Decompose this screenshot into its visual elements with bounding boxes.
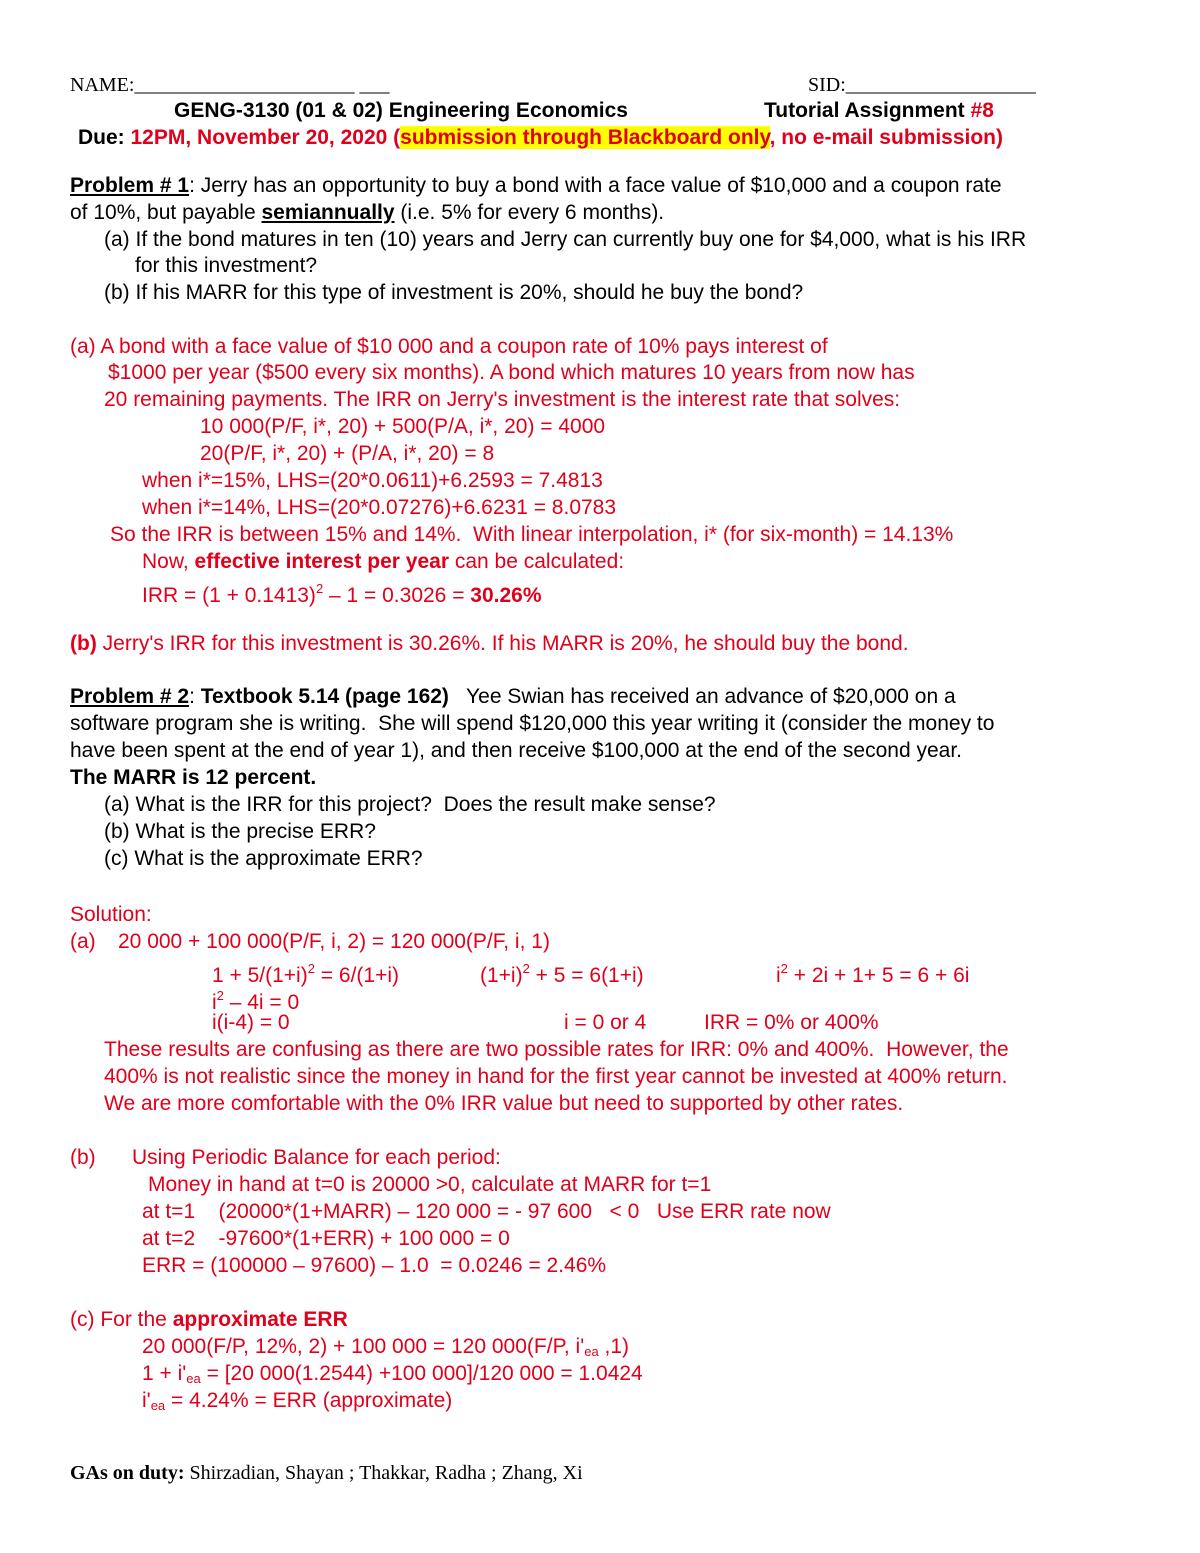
p2-solution-heading: Solution: — [70, 903, 152, 926]
p2-b-line: Money in hand at t=0 is 20000 >0, calculate at MARR for t=1 — [148, 1173, 712, 1196]
p2-explanation: 400% is not realistic since the money in hand for the first year cannot be invested at 400% return. — [104, 1065, 1008, 1088]
problem2-marr: The MARR is 12 percent. — [70, 766, 317, 789]
p2-b-line: at t=2 -97600*(1+ERR) + 100 000 = 0 — [142, 1227, 510, 1250]
semiannually-emphasis: semiannually — [261, 201, 395, 224]
sid-blank: ___________________ — [845, 74, 1036, 96]
footer-names: Shirzadian, Shayan ; Thakkar, Radha ; Zhang, Xi — [184, 1462, 583, 1484]
problem2-stem-line2: software program she is writing. She will spend $120,000 this year writing it (consider the money to — [70, 712, 995, 735]
problem1-question-a: (a) If the bond matures in ten (10) years and Jerry can currently buy one for $4,000, what is his IRR — [104, 228, 1027, 251]
name-label: NAME: — [70, 74, 135, 96]
footer-gas — [70, 1460, 583, 1486]
p1-effective-line: Now, effective interest per year can be calculated: — [142, 550, 625, 573]
submission-note: submission through Blackboard only — [400, 126, 770, 149]
p2-b-label: (b) — [70, 1146, 96, 1169]
p2-c-result: $i'_{ea} = 4.24\%$ = ERR (approximate) — [142, 1389, 453, 1413]
p1-solution-line: (a) A bond with a face value of $10 000 and a coupon rate of 10% pays interest of — [70, 335, 828, 358]
problem2-stem-line3: have been spent at the end of year 1), and then receive $100,000 at the end of the second year. — [70, 739, 962, 762]
assignment-title: Tutorial Assignment #8 — [764, 99, 994, 122]
p1-solution-line: 20 remaining payments. The IRR on Jerry's investment is the interest rate that solves: — [104, 388, 901, 411]
p2-c-line: 20 000(F/P, 12%, 2) + 100 000 = 120 000(F/P, $i'_{ea}$ ,1) — [142, 1335, 630, 1359]
due-date: 12PM, November 20, 2020 — [130, 126, 388, 149]
problem2-label: Problem # 2 — [70, 685, 190, 708]
p1-trial: when i*=14%, LHS=(20*0.07276)+6.6231 = 8.0783 — [142, 496, 617, 519]
p1-answer-b: (b) Jerry's IRR for this investment is 30.26%. If his MARR is 20%, he should buy the bond. — [70, 632, 909, 655]
footer-label: GAs on duty: — [70, 1462, 185, 1484]
p1-solution-line: $1000 per year ($500 every six months). A bond which matures 10 years from now has — [108, 361, 915, 384]
p2-a-label: (a) — [70, 930, 96, 953]
problem1-stem-line1: Problem # 1: Jerry has an opportunity to buy a bond with a face value of $10,000 and a coupon rate — [70, 174, 1002, 197]
assignment-number: #8 — [970, 99, 994, 122]
problem2-question-a: (a) What is the IRR for this project? Does the result make sense? — [104, 793, 716, 816]
problem1-label: Problem # 1 — [70, 174, 190, 197]
name-line — [70, 72, 389, 98]
name-blank: ______________________ ___ — [134, 74, 390, 96]
p1-equation: 10 000(P/F, i*, 20) + 500(P/A, i*, 20) = 4000 — [200, 415, 606, 438]
p2-c-line: $1 + i'_{ea} = [20$ 000(1.2544) +100 000]/120 000 = 1.0424 — [142, 1362, 643, 1386]
sid-line — [808, 72, 1036, 98]
problem2-stem-line1: Problem # 2: Textbook 5.14 (page 162) Yee Swian has received an advance of $20,000 on a — [70, 685, 956, 708]
problem2-question-b: (b) What is the precise ERR? — [104, 820, 376, 843]
p1-interpolation: So the IRR is between 15% and 14%. With linear interpolation, i* (for six-month) = 14.13% — [110, 523, 954, 546]
problem1-question-a-cont: for this investment? — [135, 254, 318, 277]
p2-b-line: Using Periodic Balance for each period: — [132, 1146, 501, 1169]
sid-label: SID: — [808, 74, 846, 96]
email-note: , no e-mail submission — [769, 126, 997, 149]
p2-equation: $i^2 - 4i = 0$ — [212, 988, 300, 1014]
due-line: Due: 12PM, November 20, 2020 (submission through Blackboard only, no e-mail submission) — [78, 126, 1004, 149]
p2-explanation: These results are confusing as there are two possible rates for IRR: 0% and 400%. However, the — [104, 1038, 1009, 1061]
problem2-question-c: (c) What is the approximate ERR? — [104, 847, 423, 870]
p2-b-line: at t=1 (20000*(1+MARR) – 120 000 = - 97 600 < 0 Use ERR rate now — [142, 1200, 831, 1223]
p2-c-heading: (c) For the approximate ERR — [70, 1308, 348, 1331]
p2-roots: i = 0 or 4 — [564, 1011, 647, 1034]
due-label: Due: — [78, 126, 131, 149]
p2-equation: 20 000 + 100 000(P/F, i, 2) = 120 000(P/F, i, 1) — [118, 930, 550, 953]
textbook-ref: Textbook 5.14 (page 162) — [200, 685, 449, 708]
p2-b-result: ERR = (100000 – 97600) – 1.0 = 0.0246 = 2.46% — [142, 1254, 607, 1277]
p1-equation: 20(P/F, i*, 20) + (P/A, i*, 20) = 8 — [200, 442, 495, 465]
p2-equation: $i^2 + 2i + 1+ 5 = 6 + 6i$ — [776, 961, 970, 987]
problem1-stem-line2: of 10%, but payable semiannually (i.e. 5% for every 6 months). — [70, 201, 665, 224]
p2-equation: i(i-4) = 0 — [212, 1011, 290, 1034]
p1-trial: when i*=15%, LHS=(20*0.0611)+6.2593 = 7.4813 — [142, 469, 603, 492]
p2-equation: $(1+i)^2 + 5 = 6(1+i)$ — [480, 961, 644, 987]
p2-explanation: We are more comfortable with the 0% IRR value but need to supported by other rates. — [104, 1092, 904, 1115]
course-title: GENG-3130 (01 & 02) Engineering Economics — [174, 99, 628, 122]
problem1-question-b: (b) If his MARR for this type of investment is 20%, should he buy the bond? — [104, 281, 804, 304]
p2-equation: $1 + 5/(1+i)^2 = 6/(1+i)$ — [212, 961, 400, 987]
p2-irr-values: IRR = 0% or 400% — [704, 1011, 879, 1034]
p1-irr-result: IRR = $(1 + 0.1413)^2 - 1 = 0.3026 = 30.26\%$ — [142, 581, 542, 607]
